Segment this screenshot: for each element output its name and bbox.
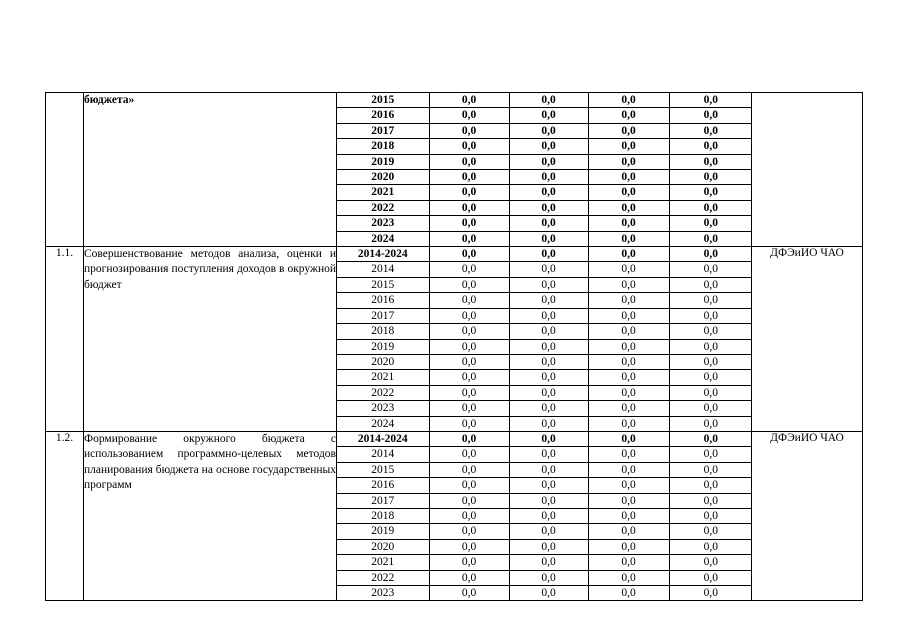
value-cell: 0,0 <box>429 539 509 554</box>
year-cell: 2019 <box>337 339 429 354</box>
item-description: Формирование окружного бюджета с использованием программно-целевых методов планирования бюджета на основе государственных программ <box>84 431 337 600</box>
year-row <box>337 478 752 493</box>
year-cell: 2014 <box>337 262 429 277</box>
value-cell: 0,0 <box>429 139 509 154</box>
year-values-table <box>337 247 752 431</box>
value-cell: 0,0 <box>669 200 752 215</box>
table-section-row <box>46 247 863 432</box>
year-cell: 2015 <box>337 93 429 108</box>
value-cell: 0,0 <box>509 247 588 262</box>
year-cell: 2017 <box>337 123 429 138</box>
value-cell: 0,0 <box>429 493 509 508</box>
year-cell: 2016 <box>337 478 429 493</box>
year-row <box>337 354 752 369</box>
value-cell: 0,0 <box>429 462 509 477</box>
value-cell: 0,0 <box>669 570 752 585</box>
year-row <box>337 570 752 585</box>
value-cell: 0,0 <box>509 123 588 138</box>
value-cell: 0,0 <box>669 508 752 523</box>
year-row <box>337 123 752 138</box>
year-cell: 2015 <box>337 462 429 477</box>
value-cell: 0,0 <box>509 154 588 169</box>
value-cell: 0,0 <box>588 370 669 385</box>
value-cell: 0,0 <box>509 524 588 539</box>
value-cell: 0,0 <box>669 277 752 292</box>
value-cell: 0,0 <box>669 123 752 138</box>
value-cell: 0,0 <box>509 385 588 400</box>
year-cell: 2014-2024 <box>337 432 429 447</box>
year-row <box>337 586 752 601</box>
value-cell: 0,0 <box>703 232 718 245</box>
value-cell: 0,0 <box>669 462 752 477</box>
value-cell: 0,0 <box>669 108 752 123</box>
value-cell: 0,0 <box>509 416 588 431</box>
value-cell: 0,0 <box>669 339 752 354</box>
value-cell: 0,0 <box>509 478 588 493</box>
year-row <box>337 539 752 554</box>
value-cell: 0,0 <box>588 293 669 308</box>
value-cell: 0,0 <box>509 262 588 277</box>
value-cell: 0,0 <box>669 447 752 462</box>
year-row <box>337 216 752 231</box>
value-cell: 0,0 <box>669 154 752 169</box>
year-values-table <box>337 432 752 600</box>
value-cell: 0,0 <box>588 478 669 493</box>
value-cell: 0,0 <box>588 447 669 462</box>
value-cell: 0,0 <box>429 555 509 570</box>
value-cell: 0,0 <box>669 493 752 508</box>
year-row <box>337 247 752 262</box>
value-cell: 0,0 <box>588 308 669 323</box>
value-cell: 0,0 <box>588 555 669 570</box>
funding-by-year <box>337 93 752 247</box>
value-cell: 0,0 <box>669 432 752 447</box>
value-cell: 0,0 <box>588 493 669 508</box>
year-row <box>337 277 752 292</box>
value-cell: 0,0 <box>588 262 669 277</box>
year-cell: 2020 <box>337 539 429 554</box>
value-cell: 0,0 <box>669 139 752 154</box>
value-cell: 0,0 <box>429 478 509 493</box>
funding-by-year <box>337 247 752 432</box>
value-cell: 0,0 <box>509 539 588 554</box>
value-cell: 0,0 <box>669 247 752 262</box>
value-cell: 0,0 <box>588 154 669 169</box>
value-cell: 0,0 <box>509 324 588 339</box>
value-cell: 0,0 <box>588 170 669 185</box>
year-cell: 2018 <box>337 508 429 523</box>
item-number <box>46 93 84 247</box>
value-cell: 0,0 <box>588 508 669 523</box>
value-cell: 0,0 <box>429 154 509 169</box>
value-cell: 0,0 <box>429 401 509 416</box>
table-section-row <box>46 431 863 600</box>
value-cell: 0,0 <box>588 539 669 554</box>
value-cell: 0,0 <box>429 508 509 523</box>
value-cell: 0,0 <box>509 231 588 246</box>
value-cell: 0,0 <box>429 339 509 354</box>
value-cell: 0,0 <box>703 417 718 430</box>
value-cell: 0,0 <box>669 324 752 339</box>
year-row <box>337 108 752 123</box>
value-cell: 0,0 <box>509 185 588 200</box>
value-cell: 0,0 <box>669 308 752 323</box>
value-cell: 0,0 <box>429 354 509 369</box>
year-cell: 2024 <box>337 231 429 246</box>
year-row <box>337 462 752 477</box>
value-cell: 0,0 <box>429 185 509 200</box>
year-row <box>337 447 752 462</box>
value-cell: 0,0 <box>429 123 509 138</box>
value-cell: 0,0 <box>509 277 588 292</box>
year-values-table <box>337 93 752 246</box>
value-cell: 0,0 <box>429 308 509 323</box>
value-cell: 0,0 <box>669 524 752 539</box>
value-cell: 0,0 <box>429 570 509 585</box>
year-cell: 2016 <box>337 293 429 308</box>
value-cell: 0,0 <box>429 324 509 339</box>
value-cell: 0,0 <box>669 354 752 369</box>
value-cell: 0,0 <box>509 354 588 369</box>
value-cell: 0,0 <box>509 555 588 570</box>
value-cell: 0,0 <box>509 447 588 462</box>
value-cell: 0,0 <box>588 339 669 354</box>
value-cell: 0,0 <box>588 200 669 215</box>
value-cell: 0,0 <box>588 432 669 447</box>
value-cell: 0,0 <box>429 247 509 262</box>
value-cell: 0,0 <box>588 185 669 200</box>
year-cell: 2017 <box>337 308 429 323</box>
year-cell: 2018 <box>337 139 429 154</box>
responsible-executor: ДФЭиИО ЧАО <box>752 247 863 432</box>
year-row <box>337 185 752 200</box>
value-cell: 0,0 <box>588 231 669 246</box>
year-cell: 2021 <box>337 185 429 200</box>
year-cell: 2014 <box>337 447 429 462</box>
value-cell: 0,0 <box>429 108 509 123</box>
value-cell: 0,0 <box>509 432 588 447</box>
funding-by-year <box>337 431 752 600</box>
responsible-executor <box>752 93 863 247</box>
year-cell: 2015 <box>337 277 429 292</box>
year-cell: 2019 <box>337 154 429 169</box>
value-cell: 0,0 <box>429 447 509 462</box>
value-cell: 0,0 <box>429 277 509 292</box>
value-cell: 0,0 <box>509 508 588 523</box>
value-cell: 0,0 <box>429 216 509 231</box>
value-cell: 0,0 <box>588 108 669 123</box>
year-cell: 2016 <box>337 108 429 123</box>
value-cell: 0,0 <box>669 401 752 416</box>
value-cell: 0,0 <box>669 370 752 385</box>
value-cell: 0,0 <box>588 586 669 601</box>
year-cell: 2021 <box>337 555 429 570</box>
year-row <box>337 170 752 185</box>
year-cell: 2021 <box>337 370 429 385</box>
year-row <box>337 370 752 385</box>
year-row <box>337 555 752 570</box>
year-row <box>337 324 752 339</box>
value-cell: 0,0 <box>509 462 588 477</box>
value-cell: 0,0 <box>429 200 509 215</box>
value-cell: 0,0 <box>429 170 509 185</box>
value-cell: 0,0 <box>429 524 509 539</box>
value-cell: 0,0 <box>429 231 509 246</box>
value-cell: 0,0 <box>429 416 509 431</box>
value-cell: 0,0 <box>588 401 669 416</box>
year-cell: 2023 <box>337 216 429 231</box>
year-row <box>337 493 752 508</box>
document-page <box>45 92 862 601</box>
year-row <box>337 139 752 154</box>
value-cell: 0,0 <box>509 170 588 185</box>
value-cell: 0,0 <box>429 586 509 601</box>
value-cell: 0,0 <box>509 93 588 108</box>
value-cell: 0,0 <box>669 293 752 308</box>
value-cell: 0,0 <box>588 277 669 292</box>
value-cell: 0,0 <box>588 247 669 262</box>
value-cell: 0,0 <box>509 370 588 385</box>
value-cell: 0,0 <box>509 139 588 154</box>
year-cell: 2023 <box>337 586 429 601</box>
item-description: Совершенствование методов анализа, оценки и прогнозирования поступления доходов в окружной бюджет <box>84 247 337 432</box>
value-cell: 0,0 <box>429 293 509 308</box>
value-cell: 0,0 <box>703 587 718 599</box>
value-cell: 0,0 <box>588 216 669 231</box>
value-cell: 0,0 <box>588 570 669 585</box>
year-row <box>337 432 752 447</box>
value-cell: 0,0 <box>588 123 669 138</box>
value-cell: 0,0 <box>509 586 588 601</box>
item-number: 1.2. <box>46 431 84 600</box>
table-body <box>46 93 863 601</box>
year-cell: 2018 <box>337 324 429 339</box>
value-cell: 0,0 <box>669 262 752 277</box>
year-row <box>337 385 752 400</box>
value-cell: 0,0 <box>669 185 752 200</box>
value-cell: 0,0 <box>509 216 588 231</box>
table-section-row <box>46 93 863 247</box>
value-cell: 0,0 <box>429 432 509 447</box>
value-cell: 0,0 <box>669 170 752 185</box>
year-cell: 2022 <box>337 200 429 215</box>
value-cell: 0,0 <box>669 539 752 554</box>
value-cell: 0,0 <box>509 339 588 354</box>
value-cell: 0,0 <box>588 354 669 369</box>
value-cell: 0,0 <box>429 262 509 277</box>
year-row <box>337 508 752 523</box>
year-row <box>337 308 752 323</box>
value-cell: 0,0 <box>669 93 752 108</box>
year-cell: 2022 <box>337 385 429 400</box>
year-row <box>337 200 752 215</box>
value-cell: 0,0 <box>669 555 752 570</box>
year-cell: 2020 <box>337 170 429 185</box>
value-cell: 0,0 <box>509 293 588 308</box>
value-cell: 0,0 <box>429 370 509 385</box>
value-cell: 0,0 <box>588 139 669 154</box>
value-cell: 0,0 <box>429 93 509 108</box>
year-cell: 2017 <box>337 493 429 508</box>
value-cell: 0,0 <box>588 93 669 108</box>
year-row <box>337 524 752 539</box>
responsible-executor: ДФЭиИО ЧАО <box>752 431 863 600</box>
year-row <box>337 416 752 431</box>
value-cell: 0,0 <box>588 416 669 431</box>
year-cell: 2020 <box>337 354 429 369</box>
year-row <box>337 93 752 108</box>
year-row <box>337 401 752 416</box>
value-cell: 0,0 <box>509 493 588 508</box>
year-cell: 2024 <box>337 416 429 431</box>
item-number: 1.1. <box>46 247 84 432</box>
value-cell: 0,0 <box>669 385 752 400</box>
year-row <box>337 293 752 308</box>
program-funding-table <box>45 92 863 601</box>
year-row <box>337 154 752 169</box>
value-cell: 0,0 <box>669 478 752 493</box>
value-cell: 0,0 <box>509 308 588 323</box>
value-cell: 0,0 <box>509 200 588 215</box>
value-cell: 0,0 <box>588 462 669 477</box>
year-cell: 2019 <box>337 524 429 539</box>
value-cell: 0,0 <box>588 324 669 339</box>
value-cell: 0,0 <box>588 385 669 400</box>
value-cell: 0,0 <box>588 524 669 539</box>
value-cell: 0,0 <box>669 216 752 231</box>
value-cell: 0,0 <box>509 401 588 416</box>
item-description: бюджета» <box>84 93 337 247</box>
year-row <box>337 262 752 277</box>
year-row <box>337 339 752 354</box>
year-cell: 2022 <box>337 570 429 585</box>
year-cell: 2014-2024 <box>337 247 429 262</box>
value-cell: 0,0 <box>429 385 509 400</box>
value-cell: 0,0 <box>509 108 588 123</box>
year-cell: 2023 <box>337 401 429 416</box>
year-row <box>337 231 752 246</box>
value-cell: 0,0 <box>509 570 588 585</box>
